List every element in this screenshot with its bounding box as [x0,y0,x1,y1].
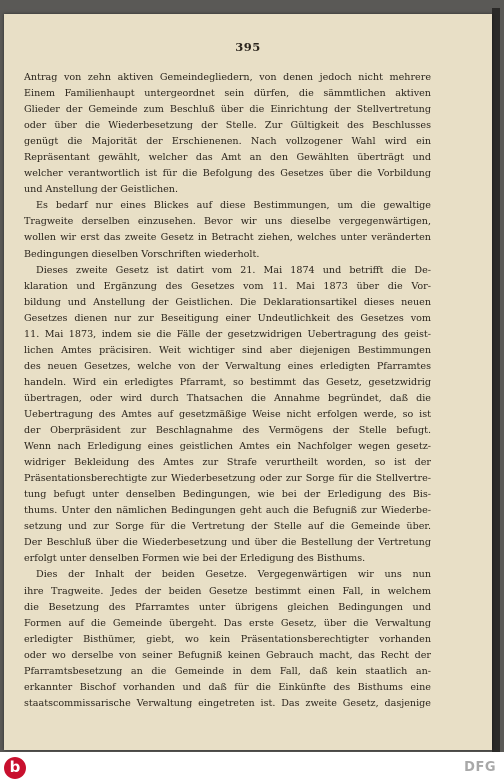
text-line: Dieses zweite Gesetz ist datirt vom 21. Mai 1874 und betrifft die De- [36,264,431,276]
text-line: Glieder der Gemeinde zum Beschluß über die Einrichtung der Stellvertretung [24,104,431,116]
text-line: lichen Amtes präcisiren. Weit wichtiger sind aber diejenigen Bestimmungen [24,344,431,356]
text-line: erfolgt unter denselben Formen wie bei der Erledigung des Bisthums. [24,553,366,565]
text-line: die Besetzung des Pfarramtes unter übrigens gleichen Bedingungen und [24,601,431,613]
body-text [24,70,431,712]
text-line: thums. Unter den nämlichen Bedingungen geht auch die Befugniß zur Wiederbe- [24,505,431,517]
book-page [4,14,492,750]
text-line: wollen wir erst das zweite Gesetz in Betracht ziehen, welches unter veränderten [24,232,431,244]
library-logo[interactable]: b [4,757,26,779]
text-line: staatscommissarische Verwaltung eingetreten ist. Das zweite Gesetz, dasjenige [24,697,431,709]
text-line: tung befugt unter denselben Bedingungen, wie bei der Erledigung des Bis- [24,489,431,501]
book-edge [492,8,500,756]
text-line: Einem Familienhaupt untergeordnet sein dürfen, die sämmtlichen aktiven [24,88,431,100]
text-line: Pfarramtsbesetzung an die Gemeinde in dem Fall, daß kein staatlich an- [24,665,431,677]
text-line: bildung und Anstellung der Geistlichen. Die Deklarationsartikel dieses neuen [24,296,431,308]
text-line: welcher verantwortlich ist für die Befolgung des Gesetzes über die Vorbildung [24,168,431,180]
text-line: Der Beschluß über die Wiederbesetzung und über die Bestellung der Vertretung [24,537,431,549]
text-line: Präsentationsberechtigte zur Wiederbesetzung oder zur Sorge für die Stellvertre- [24,473,431,485]
text-line: handeln. Wird ein erledigtes Pfarramt, so bestimmt das Gesetz, gesetzwidrig [24,376,431,388]
viewer-footer [0,752,504,783]
text-line: Tragweite derselben einzusehen. Bevor wir uns dieselbe vergegenwärtigen, [24,216,431,228]
text-line: des neuen Gesetzes, welche von der Verwaltung eines erledigten Pfarramtes [24,360,431,372]
text-line: Es bedarf nur eines Blickes auf diese Bestimmungen, um die gewaltige [36,200,431,212]
text-line: Wenn nach Erledigung eines geistlichen Amtes ein Nachfolger wegen gesetz- [24,441,431,453]
text-line: Uebertragung des Amtes auf gesetzmäßige Weise nicht erfolgen werde, so ist [24,408,431,420]
text-line: Repräsentant gewählt, welcher das Amt an den Gewählten überträgt und [24,152,431,164]
page-number: 395 [235,40,261,54]
text-line: oder wo derselbe von seiner Befugniß keinen Gebrauch macht, das Recht der [24,649,431,661]
text-line: und Anstellung der Geistlichen. [24,184,179,196]
text-line: erkannter Bischof vorhanden und daß für die Einkünfte des Bisthums eine [24,681,431,693]
text-line: übertragen, oder wird durch Thatsachen die Annahme begründet, daß die [24,392,431,404]
text-line: Dies der Inhalt der beiden Gesetze. Vergegenwärtigen wir uns nun [36,569,431,581]
text-line: erledigter Bisthümer, giebt, wo kein Präsentationsberechtigter vorhanden [24,633,431,645]
text-line: setzung und zur Sorge für die Vertretung der Stelle auf die Gemeinde über. [24,521,431,533]
text-line: klaration und Ergänzung des Gesetzes vom 11. Mai 1873 über die Vor- [24,280,431,292]
dfg-logo[interactable]: DFG [464,760,496,775]
text-line: Bedingungen dieselben Vorschriften wiederholt. [24,248,260,260]
text-line: oder über die Wiederbesetzung der Stelle. Zur Gültigkeit des Beschlusses [24,120,431,132]
text-line: genügt die Majorität der Erschienenen. Nach vollzogener Wahl wird ein [24,136,431,148]
text-line: Antrag von zehn aktiven Gemeindegliedern, von denen jedoch nicht mehrere [24,72,431,83]
text-line: Formen auf die Gemeinde übergeht. Das erste Gesetz, über die Verwaltung [24,617,431,629]
text-line: 11. Mai 1873, indem sie die Fälle der gesetzwidrigen Uebertragung des geist- [24,328,431,340]
text-line: der Oberpräsident zur Beschlagnahme des Vermögens der Stelle befugt. [24,425,431,437]
text-line: Gesetzes dienen nur zur Beseitigung einer Undeutlichkeit des Gesetzes vom [24,312,431,324]
text-line: ihre Tragweite. Jedes der beiden Gesetze bestimmt einen Fall, in welchem [24,585,431,597]
text-line: widriger Bekleidung des Amtes zur Strafe verurtheilt worden, so ist der [24,457,431,469]
